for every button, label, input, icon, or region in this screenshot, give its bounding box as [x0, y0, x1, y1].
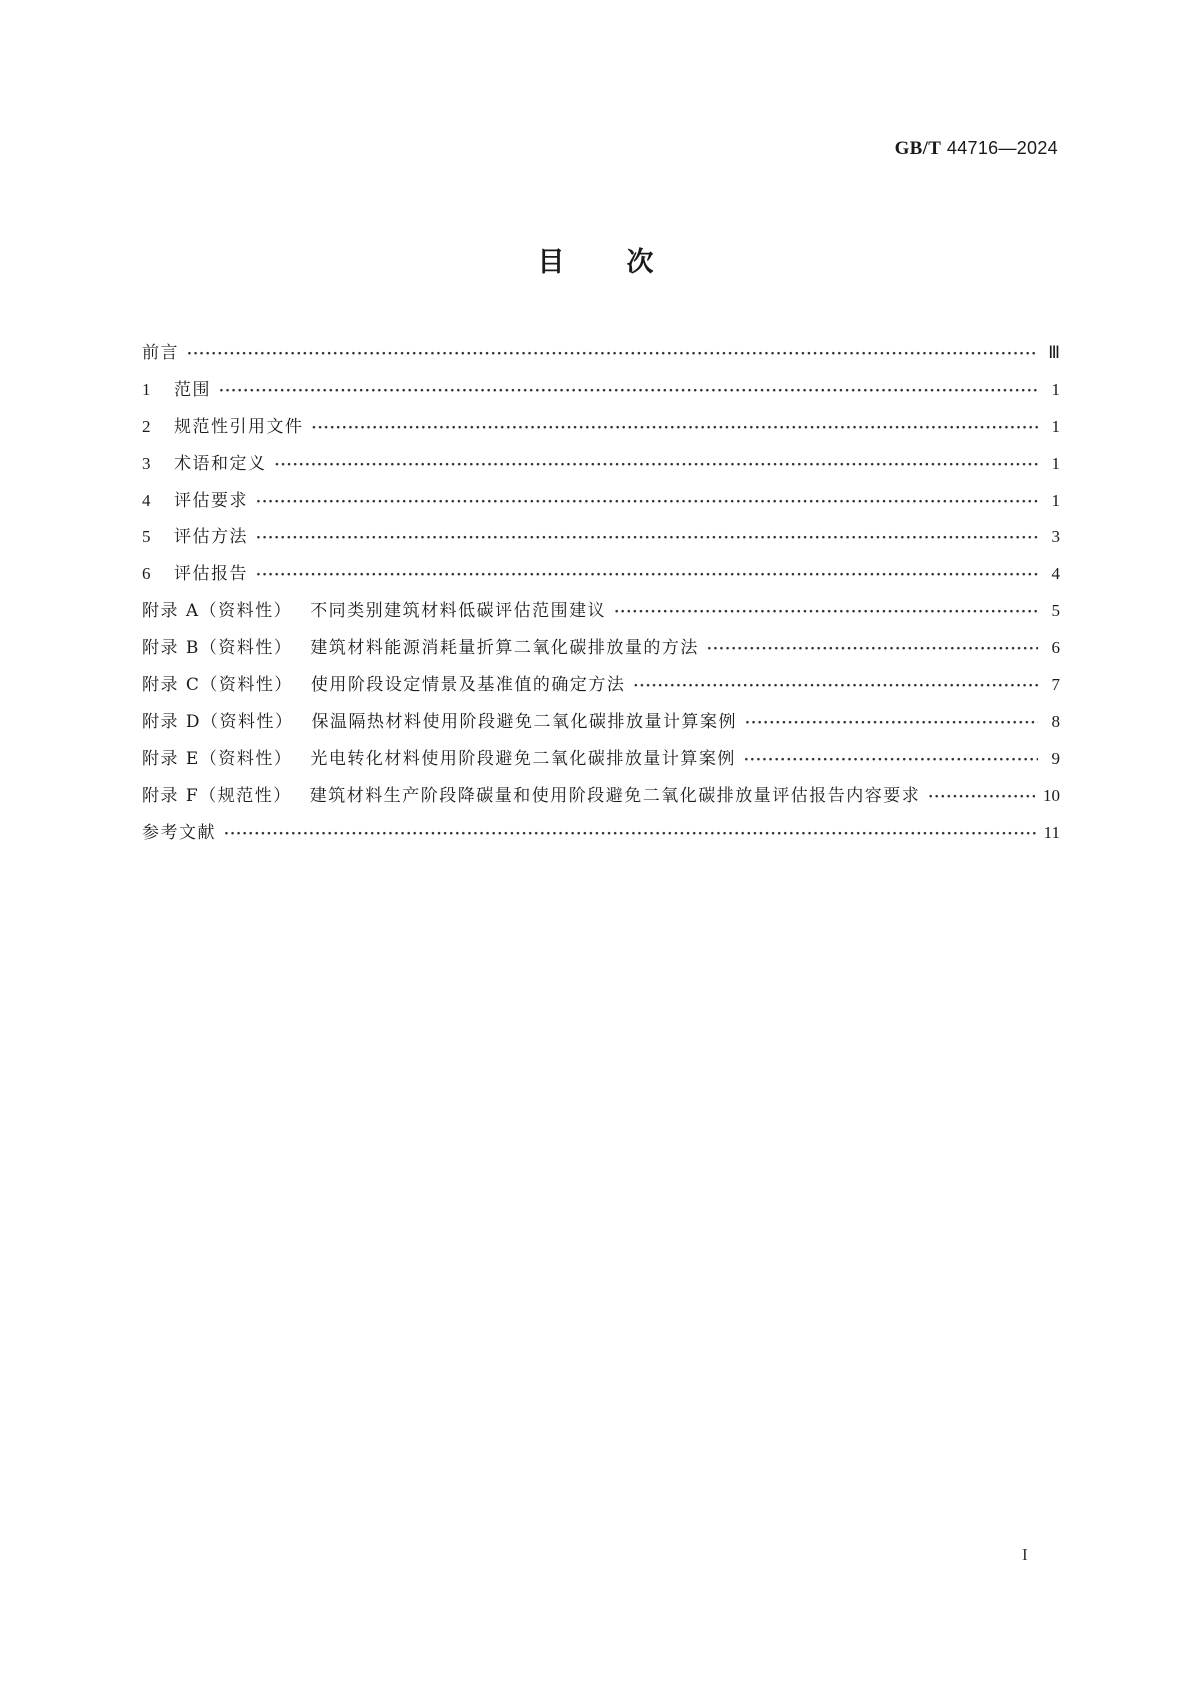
standard-code: [895, 138, 1058, 160]
toc-entry-annex-b[interactable]: [142, 633, 1060, 670]
leader-dots: [256, 494, 1038, 510]
clause-number: 1: [142, 379, 152, 399]
standard-number: 44716—2024: [946, 138, 1058, 158]
clause-number: 5: [142, 527, 152, 547]
leader-dots: [745, 715, 1038, 731]
toc-entry-4[interactable]: [142, 486, 1060, 523]
clause-number: 4: [142, 490, 152, 510]
leader-dots: [256, 530, 1038, 546]
toc-entry-label: 参考文献: [142, 822, 216, 843]
leader-dots: [744, 752, 1038, 768]
toc-page-number: 4: [1051, 564, 1060, 584]
leader-dots: [224, 826, 1036, 842]
leader-dots: [633, 678, 1038, 694]
toc-entry-label: 术语和定义: [174, 453, 267, 474]
toc-entry-6[interactable]: [142, 559, 1060, 596]
toc-entry-3[interactable]: [142, 449, 1060, 486]
toc-page-number: 5: [1051, 601, 1060, 621]
toc-page-number: 8: [1051, 711, 1060, 731]
toc-entry-annex-a[interactable]: [142, 596, 1060, 633]
toc-page-number: 3: [1051, 527, 1060, 547]
annex-title: 建筑材料能源消耗量折算二氧化碳排放量的方法: [310, 638, 699, 659]
annex-id: 附录 B（资料性）: [142, 638, 293, 659]
clause-number: 3: [142, 453, 152, 473]
toc-page-number: 7: [1051, 675, 1060, 695]
clause-number: 2: [142, 416, 152, 436]
toc-entry-label: 评估要求: [174, 490, 248, 511]
clause-number: 6: [142, 564, 152, 584]
toc-page-number: 1: [1051, 379, 1060, 399]
toc-entry-label: 评估方法: [174, 527, 248, 548]
leader-dots: [256, 567, 1038, 583]
toc-page-number: 11: [1043, 822, 1060, 842]
toc-entry-foreword[interactable]: [142, 338, 1060, 375]
toc-entry-annex-c[interactable]: [142, 670, 1060, 707]
annex-title: 建筑材料生产阶段降碳量和使用阶段避免二氧化碳排放量评估报告内容要求: [309, 785, 921, 806]
annex-id: 附录 C（资料性）: [142, 675, 293, 696]
leader-dots: [219, 383, 1038, 399]
toc-entry-label: 规范性引用文件: [174, 416, 304, 437]
table-of-contents: [142, 338, 1060, 854]
annex-title: 不同类别建筑材料低碳评估范围建议: [310, 601, 607, 622]
annex-title: 使用阶段设定情景及基准值的确定方法: [310, 675, 626, 696]
leader-dots: [275, 457, 1039, 473]
annex-title: 保温隔热材料使用阶段避免二氧化碳排放量计算案例: [311, 711, 738, 732]
leader-dots: [928, 789, 1035, 805]
leader-dots: [707, 641, 1038, 657]
toc-entry-label: 评估报告: [174, 564, 248, 585]
toc-page-number: 1: [1051, 490, 1060, 510]
annex-title: 光电转化材料使用阶段避免二氧化碳排放量计算案例: [310, 748, 736, 769]
toc-page-number: 1: [1051, 453, 1060, 473]
annex-id: 附录 D（资料性）: [142, 711, 294, 732]
toc-entry-annex-f[interactable]: [142, 781, 1060, 818]
toc-page-number: 10: [1043, 785, 1060, 805]
toc-entry-annex-d[interactable]: [142, 707, 1060, 744]
annex-id: 附录 A（资料性）: [142, 601, 293, 622]
annex-id: 附录 E（资料性）: [142, 748, 293, 769]
footer-page-number: I: [1022, 1545, 1028, 1564]
toc-entry-5[interactable]: [142, 522, 1060, 559]
toc-entry-label: 范围: [174, 379, 211, 400]
toc-page-number: 1: [1051, 416, 1060, 436]
toc-page-number: Ⅲ: [1048, 343, 1060, 362]
leader-dots: [187, 346, 1038, 362]
leader-dots: [614, 604, 1038, 620]
standard-prefix: GB/T: [894, 138, 942, 159]
toc-entry-bibliography[interactable]: [142, 818, 1060, 855]
toc-entry-annex-e[interactable]: [142, 744, 1060, 781]
toc-entry-label: 前言: [142, 343, 179, 363]
toc-entry-1[interactable]: [142, 375, 1060, 412]
annex-id: 附录 F（规范性）: [142, 785, 292, 806]
toc-page-number: 6: [1051, 638, 1060, 658]
leader-dots: [312, 420, 1039, 436]
toc-entry-2[interactable]: [142, 412, 1060, 449]
page-title: 目次: [537, 247, 716, 278]
toc-page-number: 9: [1051, 748, 1060, 768]
